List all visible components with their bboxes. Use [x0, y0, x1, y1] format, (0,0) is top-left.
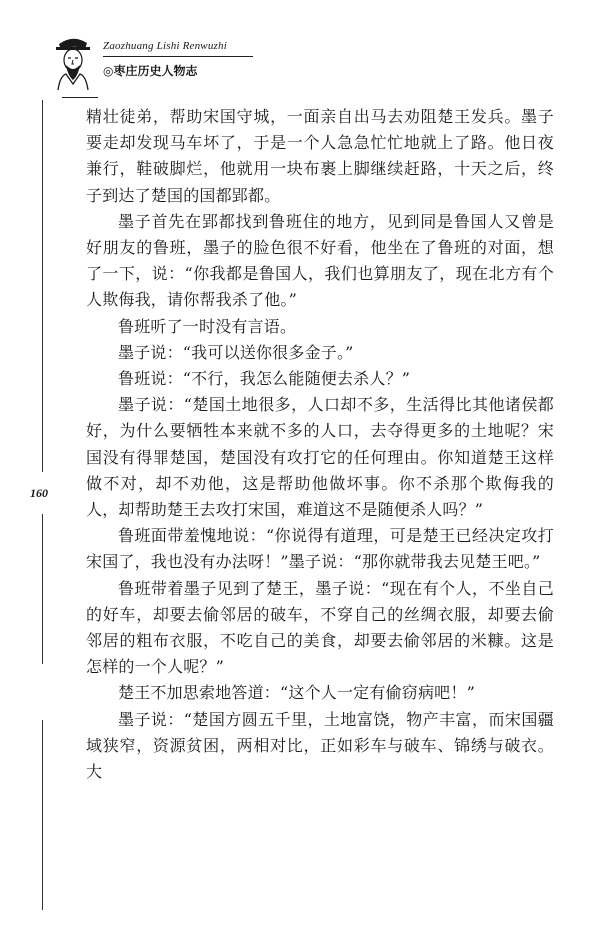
margin-rule-upper: [42, 100, 43, 472]
paragraph: 墨子首先在郢都找到鲁班住的地方，见到同是鲁国人又曾是好朋友的鲁班，墨子的脸色很不好看，他坐在了鲁班的对面，想了一下，说：“你我都是鲁国人，我们也算朋友了，现在北方有个人欺侮我，请你帮我杀了他。”: [86, 211, 554, 310]
paragraph: 鲁班说：“不行，我怎么能随便去杀人？”: [118, 369, 411, 389]
paragraph: 墨子说：“楚国方圆五千里，土地富饶，物产丰富，而宋国疆域狭窄，资源贫困，两相对比，正如彩车与破车、锦绣与破衣。大: [86, 709, 554, 782]
paragraph: 鲁班带着墨子见到了楚王，墨子说：“现在有个人，不坐自己的好车，却要去偷邻居的破车，不穿自己的丝绸衣服，却要去偷邻居的粗布衣服，不吃自己的美食，却要去偷邻居的米糠。这是怎样的一个人呢？”: [86, 578, 554, 677]
paragraph: 墨子说：“我可以送你很多金子。”: [118, 342, 354, 362]
series-title-latin: Zaozhuang Lishi Renwuzhi: [103, 40, 227, 52]
paragraph: 墨子说：“楚国土地很多，人口却不多，生活得比其他诸侯都好，为什么要牺牲本来就不多的人口，去夺得更多的土地呢？宋国没有得罪楚国，楚国没有攻打它的任何理由。你知道楚王这样做不对，却不劝他，这是帮助他做坏事。你不杀那个欺侮我的人，却帮助楚王去攻打宋国，难道这不是随便杀人吗？”: [86, 395, 554, 520]
paragraph: 精壮徒弟，帮助宋国守城，一面亲自出马去劝阻楚王发兵。墨子要走却发现马车坏了，于是一个人急急忙忙地就上了路。他日夜兼行，鞋破脚烂，他就用一块布裹上脚继续赶路，十天之后，终子到达了楚国的国都郢都。: [86, 107, 554, 205]
margin-rule-middle: [42, 514, 43, 664]
header-divider: [103, 56, 253, 57]
body-text: [86, 104, 554, 785]
author-portrait-icon: [50, 34, 96, 90]
paragraph: 鲁班听了一时没有言语。: [118, 316, 297, 336]
paragraph: 鲁班面带羞愧地说：“你说得有道理，可是楚王已经决定攻打宋国了，我也没有办法呀！”墨子说：“那你就带我去见楚王吧。”: [86, 526, 554, 572]
paragraph: 楚王不加思索地答道：“这个人一定有偷窃病吧！”: [118, 683, 475, 703]
page-number: 160: [30, 486, 48, 500]
margin-rule-lower: [42, 720, 43, 910]
series-title-chinese: ◎枣庄历史人物志: [103, 64, 198, 78]
portrait-base-line: [62, 97, 98, 98]
